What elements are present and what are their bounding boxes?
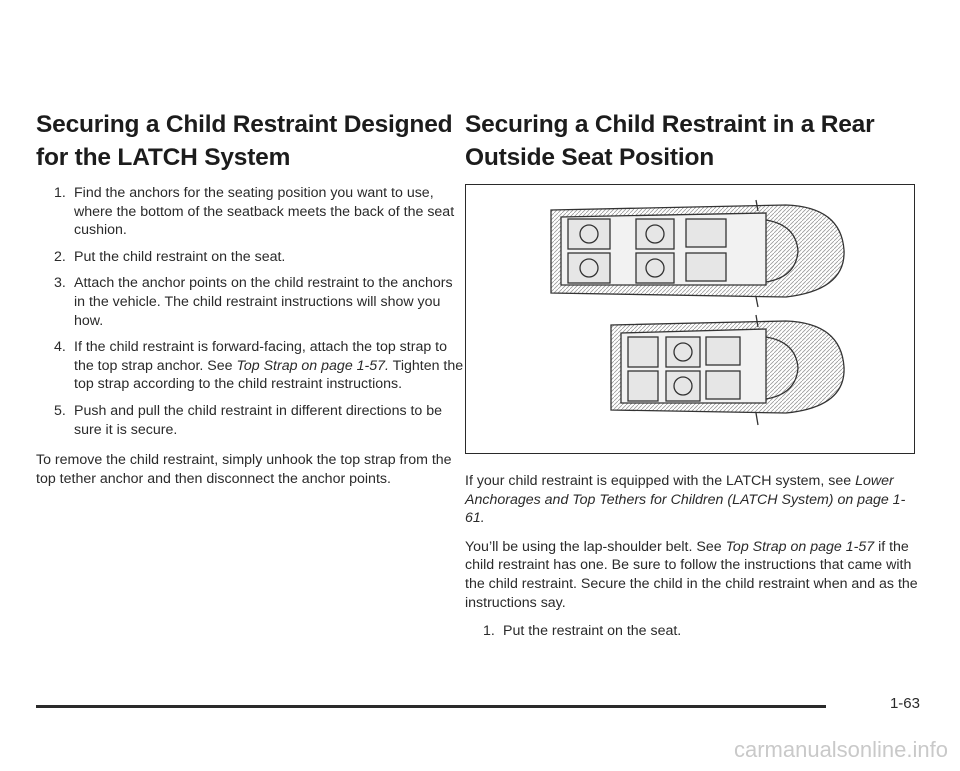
text-run: Put the restraint on the seat.: [503, 623, 682, 640]
step-item: [36, 402, 466, 439]
right-steps-list: [465, 622, 925, 641]
right-column: [465, 108, 925, 649]
step-item: [465, 622, 925, 641]
watermark-text: carmanualsonline.info: [733, 737, 948, 762]
step-number: 2.: [54, 248, 66, 265]
cross-reference: Top Strap on page 1-57.: [236, 357, 389, 374]
left-column: [36, 108, 466, 498]
right-heading: Securing a Child Restraint in a Rear Outside Seat Position: [465, 111, 875, 171]
text-run: Attach the anchor points on the child restraint to the anchors in the vehicle. The child restraint instructions will show you how.: [74, 275, 453, 329]
vehicle-bottom-two-row: [611, 315, 844, 425]
left-paragraph: To remove the child restraint, simply unhook the top strap from the top tether anchor and then disconnect the anchor points.: [36, 452, 452, 487]
step-item: [36, 338, 466, 394]
vehicle-top-view-illustration: [466, 185, 916, 455]
step-number: 5.: [54, 402, 66, 419]
step-item: [36, 248, 466, 267]
page-number: 1-63: [889, 695, 920, 712]
step-number: 1.: [483, 623, 495, 640]
cross-reference: Lower Anchorages and Top Tethers for Children (LATCH System) on page 1-61.: [465, 473, 906, 527]
left-heading: Securing a Child Restraint Designed for the LATCH System: [36, 111, 453, 171]
step-item: [36, 184, 466, 240]
text-run: Tighten the top strap according to the child restraint instructions.: [74, 357, 464, 393]
vehicle-top-three-row: [551, 200, 844, 307]
cross-reference: Top Strap on page 1-57: [725, 538, 875, 555]
text-run: Put the child restraint on the seat.: [74, 248, 286, 265]
left-steps-list: [36, 184, 466, 439]
step-number: 3.: [54, 275, 66, 292]
step-item: [36, 274, 466, 330]
step-number: 4.: [54, 339, 66, 356]
vehicle-seating-diagram: [465, 184, 915, 454]
step-number: 1.: [54, 185, 66, 201]
text-run: Find the anchors for the seating position you want to use, where the bottom of the seatback meets the back of the seat cushion.: [74, 185, 455, 239]
text-run: Push and pull the child restraint in different directions to be sure it is secure.: [74, 402, 443, 438]
right-paragraph: [465, 472, 925, 528]
text-run: If the child restraint is forward-facing, attach the top strap to the top strap anchor. See: [74, 339, 447, 374]
right-paragraphs: [465, 472, 925, 612]
right-paragraph: [465, 538, 925, 612]
footer-rule: [36, 705, 826, 708]
text-run: You’ll be using the lap-shoulder belt. See: [465, 538, 726, 555]
text-run: if the child restraint has one. Be sure to follow the instructions that came with the child restraint. Secure the child in the child restraint when and as the instructions say.: [465, 538, 918, 611]
text-run: If your child restraint is equipped with the LATCH system, see: [465, 473, 856, 489]
